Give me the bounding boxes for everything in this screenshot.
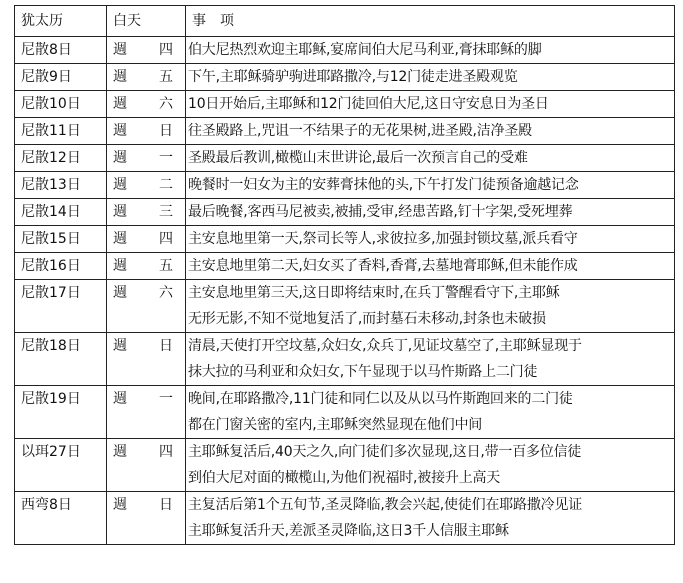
event-cell xyxy=(186,439,675,492)
weekday-prefix: 週 xyxy=(113,285,127,301)
header-row xyxy=(15,6,675,37)
date-cell: 尼散9日 xyxy=(15,64,107,91)
event-cell xyxy=(186,91,675,118)
event-cell xyxy=(186,118,675,145)
event-line: 伯大尼热烈欢迎主耶稣,宴席间伯大尼马利亚,膏抹耶稣的脚 xyxy=(188,42,542,58)
weekday-text xyxy=(113,386,185,412)
weekday-text xyxy=(113,145,185,171)
event-line: 下午,主耶稣骑驴驹进耶路撒冷,与12门徒走进圣殿观览 xyxy=(188,69,518,85)
weekday-day: 四 xyxy=(159,42,173,58)
weekday-text xyxy=(113,253,185,279)
weekday-text xyxy=(113,37,185,63)
weekday-text xyxy=(113,492,185,518)
weekday-cell xyxy=(107,37,186,64)
event-cell xyxy=(186,199,675,226)
weekday-cell xyxy=(107,226,186,253)
table-row xyxy=(15,226,675,253)
table-row xyxy=(15,333,675,386)
date-cell: 尼散13日 xyxy=(15,172,107,199)
weekday-day: 五 xyxy=(159,69,173,85)
table-row xyxy=(15,199,675,226)
weekday-prefix: 週 xyxy=(113,231,127,247)
holy-week-table-document xyxy=(14,5,674,545)
weekday-prefix: 週 xyxy=(113,177,127,193)
weekday-day: 四 xyxy=(159,231,173,247)
date-cell: 以珥27日 xyxy=(15,439,107,492)
weekday-cell xyxy=(107,91,186,118)
weekday-cell xyxy=(107,439,186,492)
event-cell xyxy=(186,333,675,386)
table-row xyxy=(15,253,675,280)
event-line: 都在门窗关密的室内,主耶稣突然显现在他们中间 xyxy=(188,417,483,433)
weekday-text xyxy=(113,172,185,198)
table-row xyxy=(15,280,675,333)
weekday-prefix: 週 xyxy=(113,96,127,112)
weekday-day: 四 xyxy=(159,444,173,460)
weekday-cell xyxy=(107,386,186,439)
event-cell xyxy=(186,492,675,545)
event-cell xyxy=(186,386,675,439)
weekday-day: 二 xyxy=(159,177,173,193)
event-line: 主耶稣复活后,40天之久,向门徒们多次显现,这日,带一百多位信徒 xyxy=(188,444,582,460)
date-cell: 尼散12日 xyxy=(15,145,107,172)
header-weekday: 白天 xyxy=(107,6,186,37)
weekday-day: 六 xyxy=(159,285,173,301)
header-events: 事 项 xyxy=(186,6,675,37)
event-line: 抹大拉的马利亚和众妇女,下午显现于以马忤斯路上二门徒 xyxy=(188,364,538,380)
event-line: 最后晚餐,客西马尼被卖,被捕,受审,经患苦路,钉十字架,受死埋葬 xyxy=(188,204,573,220)
event-cell xyxy=(186,172,675,199)
weekday-cell xyxy=(107,118,186,145)
weekday-cell xyxy=(107,492,186,545)
weekday-text xyxy=(113,64,185,90)
weekday-cell xyxy=(107,333,186,386)
weekday-prefix: 週 xyxy=(113,338,127,354)
event-line: 主耶稣复活升天,差派圣灵降临,这日3千人信服主耶稣 xyxy=(188,523,509,539)
event-cell xyxy=(186,37,675,64)
table-row xyxy=(15,37,675,64)
date-cell: 尼散14日 xyxy=(15,199,107,226)
table-row xyxy=(15,118,675,145)
event-line: 主复活后第1个五旬节,圣灵降临,教会兴起,使徒们在耶路撒冷见证 xyxy=(188,497,583,513)
event-cell xyxy=(186,280,675,333)
event-line: 晚餐时一妇女为主的安葬膏抹他的头,下午打发门徒预备逾越记念 xyxy=(188,177,579,193)
weekday-day: 日 xyxy=(159,338,173,354)
weekday-text xyxy=(113,280,185,306)
weekday-prefix: 週 xyxy=(113,258,127,274)
weekday-cell xyxy=(107,64,186,91)
date-cell: 尼散8日 xyxy=(15,37,107,64)
event-line: 清晨,天使打开空坟墓,众妇女,众兵丁,见证坟墓空了,主耶稣显现于 xyxy=(188,338,582,354)
weekday-prefix: 週 xyxy=(113,391,127,407)
event-line: 晚间,在耶路撒冷,11门徒和同仁以及从以马忤斯跑回来的二门徒 xyxy=(188,391,573,407)
weekday-day: 五 xyxy=(159,258,173,274)
weekday-prefix: 週 xyxy=(113,204,127,220)
weekday-prefix: 週 xyxy=(113,444,127,460)
weekday-day: 三 xyxy=(159,204,173,220)
weekday-day: 日 xyxy=(159,497,173,513)
event-line: 往圣殿路上,咒诅一不结果子的无花果树,进圣殿,洁净圣殿 xyxy=(188,123,532,139)
weekday-text xyxy=(113,118,185,144)
table-row xyxy=(15,439,675,492)
event-cell xyxy=(186,253,675,280)
event-line: 圣殿最后教训,橄榄山末世讲论,最后一次预言自己的受难 xyxy=(188,150,528,166)
date-cell: 尼散15日 xyxy=(15,226,107,253)
weekday-day: 六 xyxy=(159,96,173,112)
date-cell: 尼散19日 xyxy=(15,386,107,439)
weekday-text xyxy=(113,333,185,359)
holy-week-table xyxy=(14,5,675,545)
event-cell xyxy=(186,226,675,253)
event-cell xyxy=(186,145,675,172)
date-cell: 尼散16日 xyxy=(15,253,107,280)
weekday-prefix: 週 xyxy=(113,69,127,85)
event-line: 到伯大尼对面的橄榄山,为他们祝福时,被接升上高天 xyxy=(188,470,501,486)
table-row xyxy=(15,492,675,545)
table-row xyxy=(15,386,675,439)
date-cell: 尼散18日 xyxy=(15,333,107,386)
event-line: 主安息地里第二天,妇女买了香料,香膏,去墓地膏耶稣,但未能作成 xyxy=(188,258,578,274)
weekday-day: 一 xyxy=(159,391,173,407)
date-cell: 尼散10日 xyxy=(15,91,107,118)
weekday-day: 一 xyxy=(159,150,173,166)
table-body xyxy=(15,37,675,545)
weekday-prefix: 週 xyxy=(113,123,127,139)
date-cell: 西弯8日 xyxy=(15,492,107,545)
weekday-text xyxy=(113,199,185,225)
weekday-text xyxy=(113,91,185,117)
weekday-prefix: 週 xyxy=(113,497,127,513)
weekday-prefix: 週 xyxy=(113,150,127,166)
date-cell: 尼散17日 xyxy=(15,280,107,333)
event-line: 主安息地里第三天,这日即将结束时,在兵丁警醒看守下,主耶稣 xyxy=(188,285,560,301)
weekday-cell xyxy=(107,145,186,172)
table-header xyxy=(15,6,675,37)
weekday-text xyxy=(113,439,185,465)
weekday-cell xyxy=(107,253,186,280)
table-row xyxy=(15,145,675,172)
event-line: 主安息地里第一天,祭司长等人,求彼拉多,加强封锁坟墓,派兵看守 xyxy=(188,231,578,247)
weekday-prefix: 週 xyxy=(113,42,127,58)
weekday-day: 日 xyxy=(159,123,173,139)
table-row xyxy=(15,64,675,91)
weekday-text xyxy=(113,226,185,252)
weekday-cell xyxy=(107,280,186,333)
event-line: 10日开始后,主耶稣和12门徒回伯大尼,这日守安息日为圣日 xyxy=(188,96,549,112)
event-line: 无形无影,不知不觉地复活了,而封墓石未移动,封条也未破损 xyxy=(188,311,546,327)
header-jewish-calendar: 犹太历 xyxy=(15,6,107,37)
date-cell: 尼散11日 xyxy=(15,118,107,145)
event-cell xyxy=(186,64,675,91)
weekday-cell xyxy=(107,199,186,226)
weekday-cell xyxy=(107,172,186,199)
table-row xyxy=(15,172,675,199)
table-row xyxy=(15,91,675,118)
